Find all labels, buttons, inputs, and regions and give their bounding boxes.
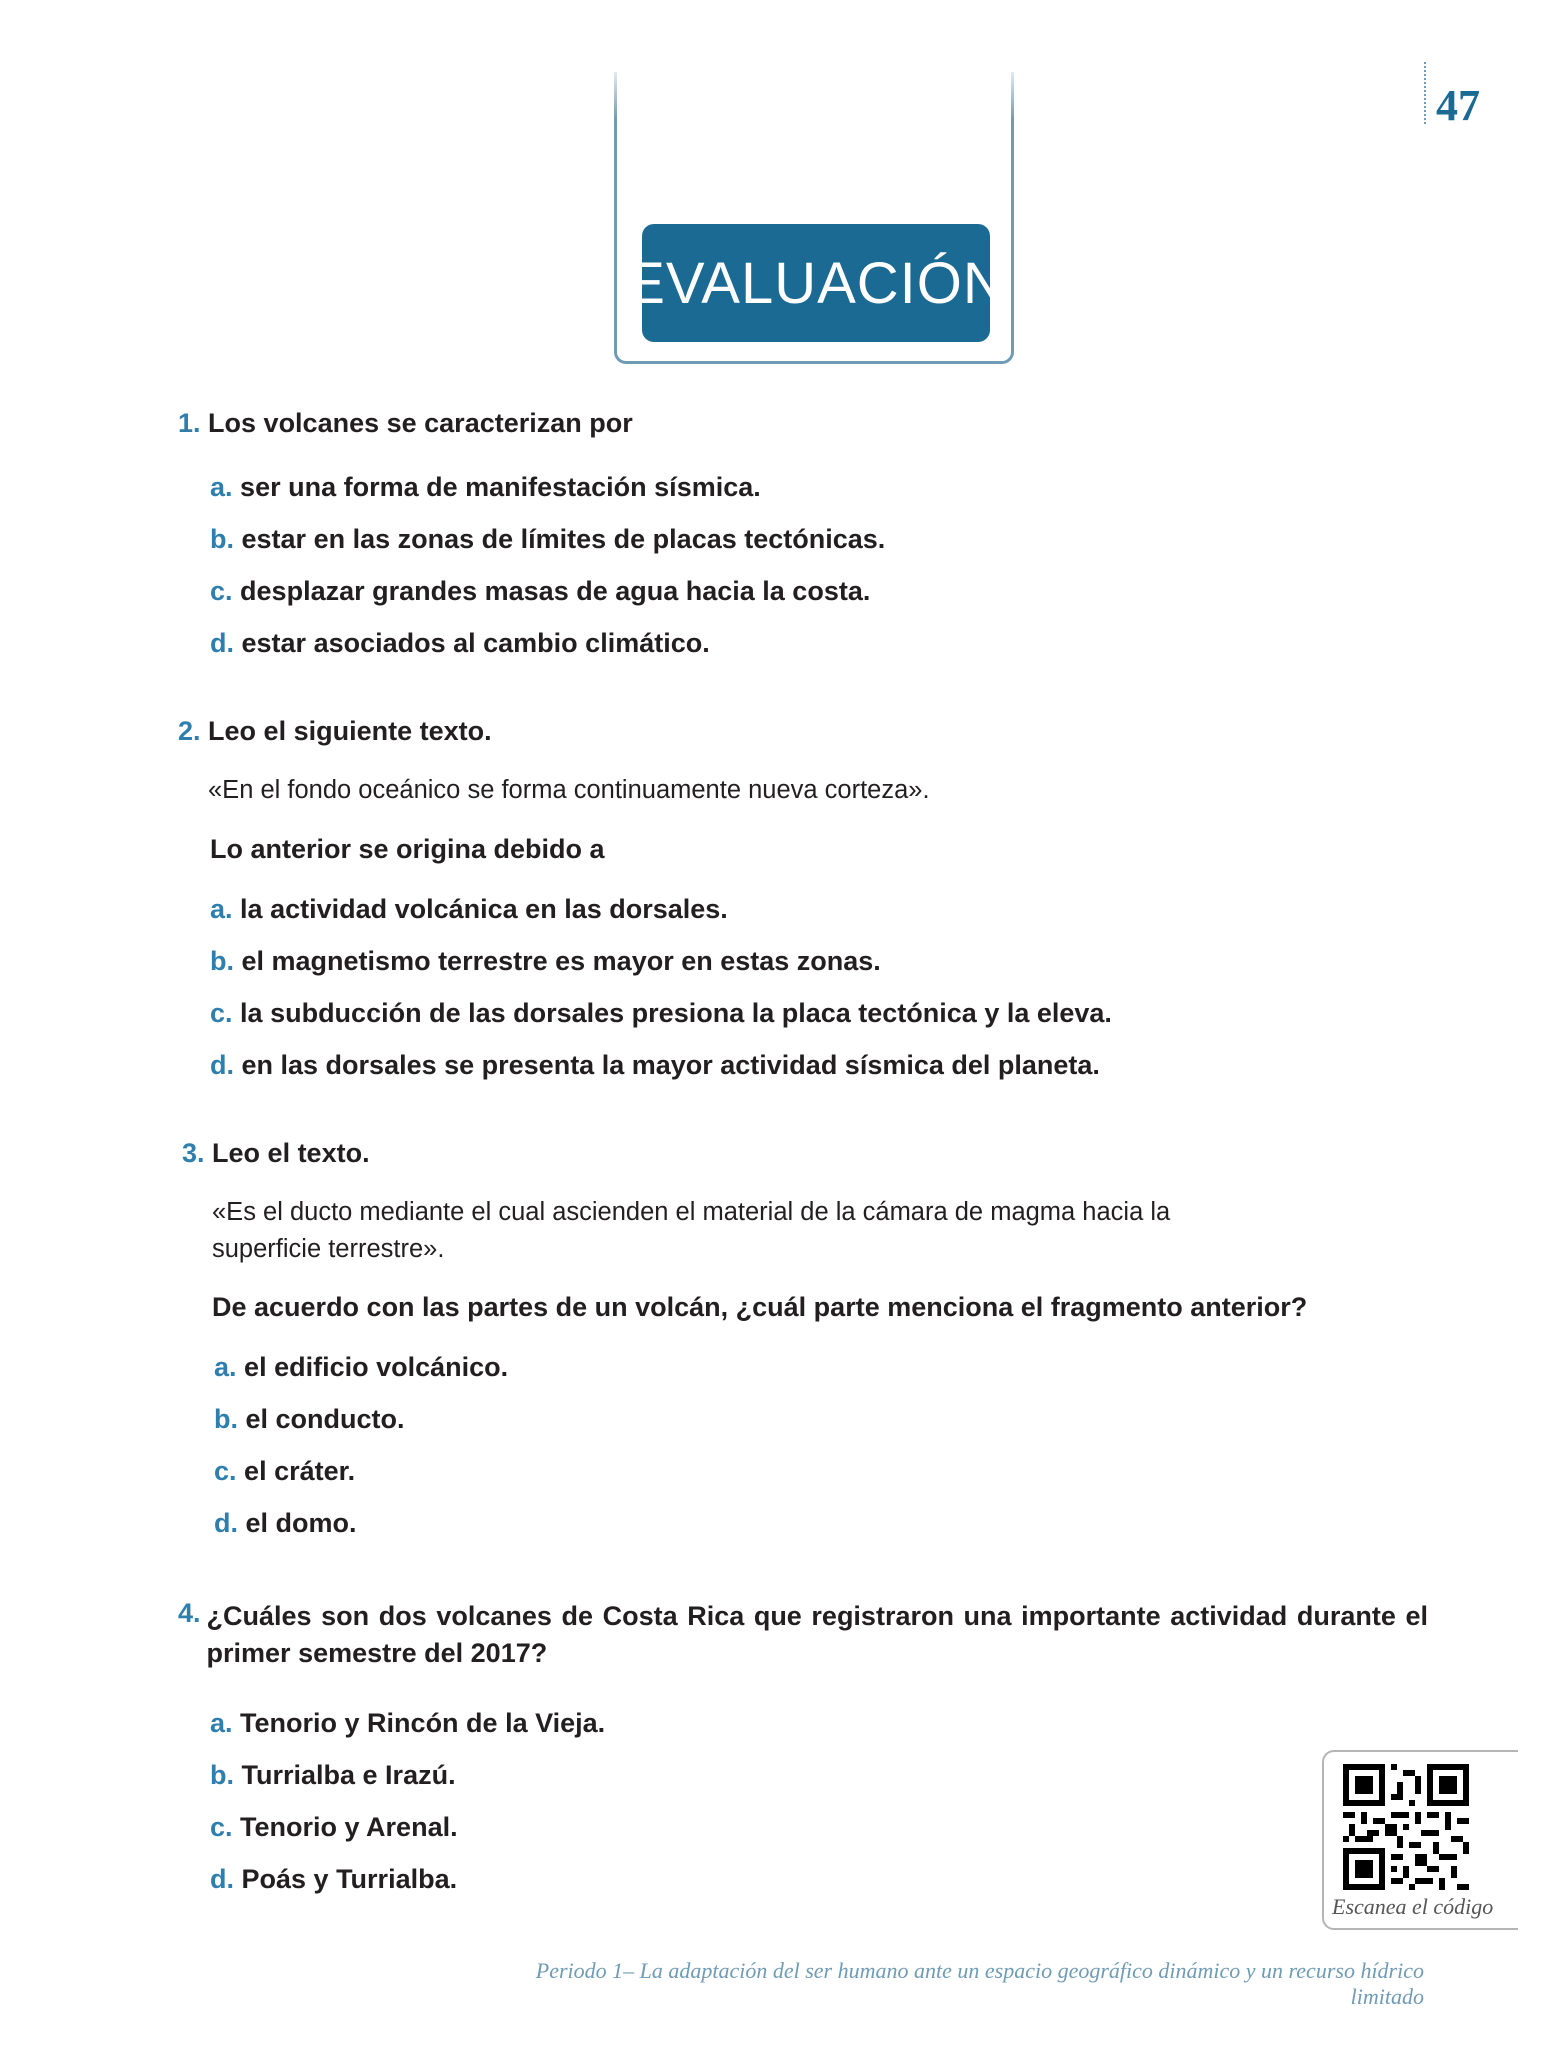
option-text: estar en las zonas de límites de placas tectónicas.: [241, 524, 886, 554]
option: [210, 1708, 605, 1739]
question-1: [178, 408, 633, 439]
option-text: desplazar grandes masas de agua hacia la costa.: [240, 576, 871, 606]
option-text: el edificio volcánico.: [244, 1352, 509, 1382]
option-letter: a.: [210, 1708, 233, 1738]
question-stem: Los volcanes se caracterizan por: [208, 408, 633, 438]
question-stem: Leo el texto.: [212, 1138, 370, 1168]
option-text: Poás y Turrialba.: [241, 1864, 458, 1894]
page-footer: Periodo 1– La adaptación del ser humano ante un espacio geográfico dinámico y un recurso hídrico limitado: [535, 1958, 1424, 2009]
question-number: 2.: [178, 716, 201, 746]
option-text: el magnetismo terrestre es mayor en estas zonas.: [241, 946, 881, 976]
question-number: 4.: [178, 1598, 201, 1628]
question-number: 1.: [178, 408, 201, 438]
option-letter: d.: [214, 1508, 238, 1538]
question-4: [178, 1598, 1428, 1672]
question-number: 3.: [182, 1138, 205, 1168]
option-text: el domo.: [245, 1508, 357, 1538]
option: [214, 1352, 508, 1383]
option-letter: b.: [210, 1760, 234, 1790]
option-text: estar asociados al cambio climático.: [241, 628, 710, 658]
option: [210, 628, 710, 659]
option-letter: c.: [210, 998, 233, 1028]
page-number: 47: [1436, 81, 1480, 130]
option-letter: c.: [210, 1812, 233, 1842]
option-letter: b.: [210, 946, 234, 976]
option-letter: c.: [210, 576, 233, 606]
option: [210, 998, 1112, 1029]
option: [214, 1404, 405, 1435]
option: [210, 1864, 457, 1895]
section-title: EVALUACIÓN: [626, 250, 1006, 316]
option: [210, 894, 728, 925]
question-3: [182, 1138, 370, 1169]
option: [210, 946, 881, 977]
option: [210, 1050, 1100, 1081]
option-letter: a.: [214, 1352, 237, 1382]
option: [210, 472, 761, 503]
option-letter: d.: [210, 1050, 234, 1080]
option-letter: b.: [214, 1404, 238, 1434]
option-letter: a.: [210, 472, 233, 502]
page-number-divider: [1424, 62, 1426, 124]
option-text: la actividad volcánica en las dorsales.: [240, 894, 728, 924]
option-letter: d.: [210, 628, 234, 658]
option-text: Tenorio y Rincón de la Vieja.: [240, 1708, 606, 1738]
option-text: el cráter.: [244, 1456, 356, 1486]
question-prompt: De acuerdo con las partes de un volcán, ¿cuál parte menciona el fragmento anterior?: [212, 1292, 1308, 1322]
question-2: [178, 716, 492, 747]
option-text: ser una forma de manifestación sísmica.: [240, 472, 761, 502]
option: [214, 1508, 357, 1539]
option-text: Tenorio y Arenal.: [240, 1812, 458, 1842]
quoted-text: «En el fondo oceánico se forma continuamente nueva corteza».: [208, 776, 930, 804]
question-stem: Leo el siguiente texto.: [208, 716, 492, 746]
option-text: la subducción de las dorsales presiona la placa tectónica y la eleva.: [240, 998, 1112, 1028]
option-letter: c.: [214, 1456, 237, 1486]
option-text: en las dorsales se presenta la mayor actividad sísmica del planeta.: [241, 1050, 1100, 1080]
option-text: el conducto.: [245, 1404, 405, 1434]
question-prompt: Lo anterior se origina debido a: [210, 834, 605, 864]
option-letter: b.: [210, 524, 234, 554]
option: [210, 1760, 456, 1791]
qr-caption: Escanea el código: [1332, 1894, 1494, 1919]
question-stem: ¿Cuáles son dos volcanes de Costa Rica que registraron una importante actividad durante el primer semestre del 2017?: [206, 1601, 1428, 1668]
qr-code-icon[interactable]: [1340, 1764, 1472, 1890]
header-frame-fade: [608, 60, 1020, 120]
option: [210, 524, 885, 555]
quoted-text: «Es el ducto mediante el cual ascienden el material de la cámara de magma hacia la superficie terrestre».: [212, 1198, 1171, 1263]
option-letter: d.: [210, 1864, 234, 1894]
option: [210, 576, 870, 607]
option-text: Turrialba e Irazú.: [241, 1760, 456, 1790]
option: [210, 1812, 458, 1843]
option-letter: a.: [210, 894, 233, 924]
option: [214, 1456, 355, 1487]
